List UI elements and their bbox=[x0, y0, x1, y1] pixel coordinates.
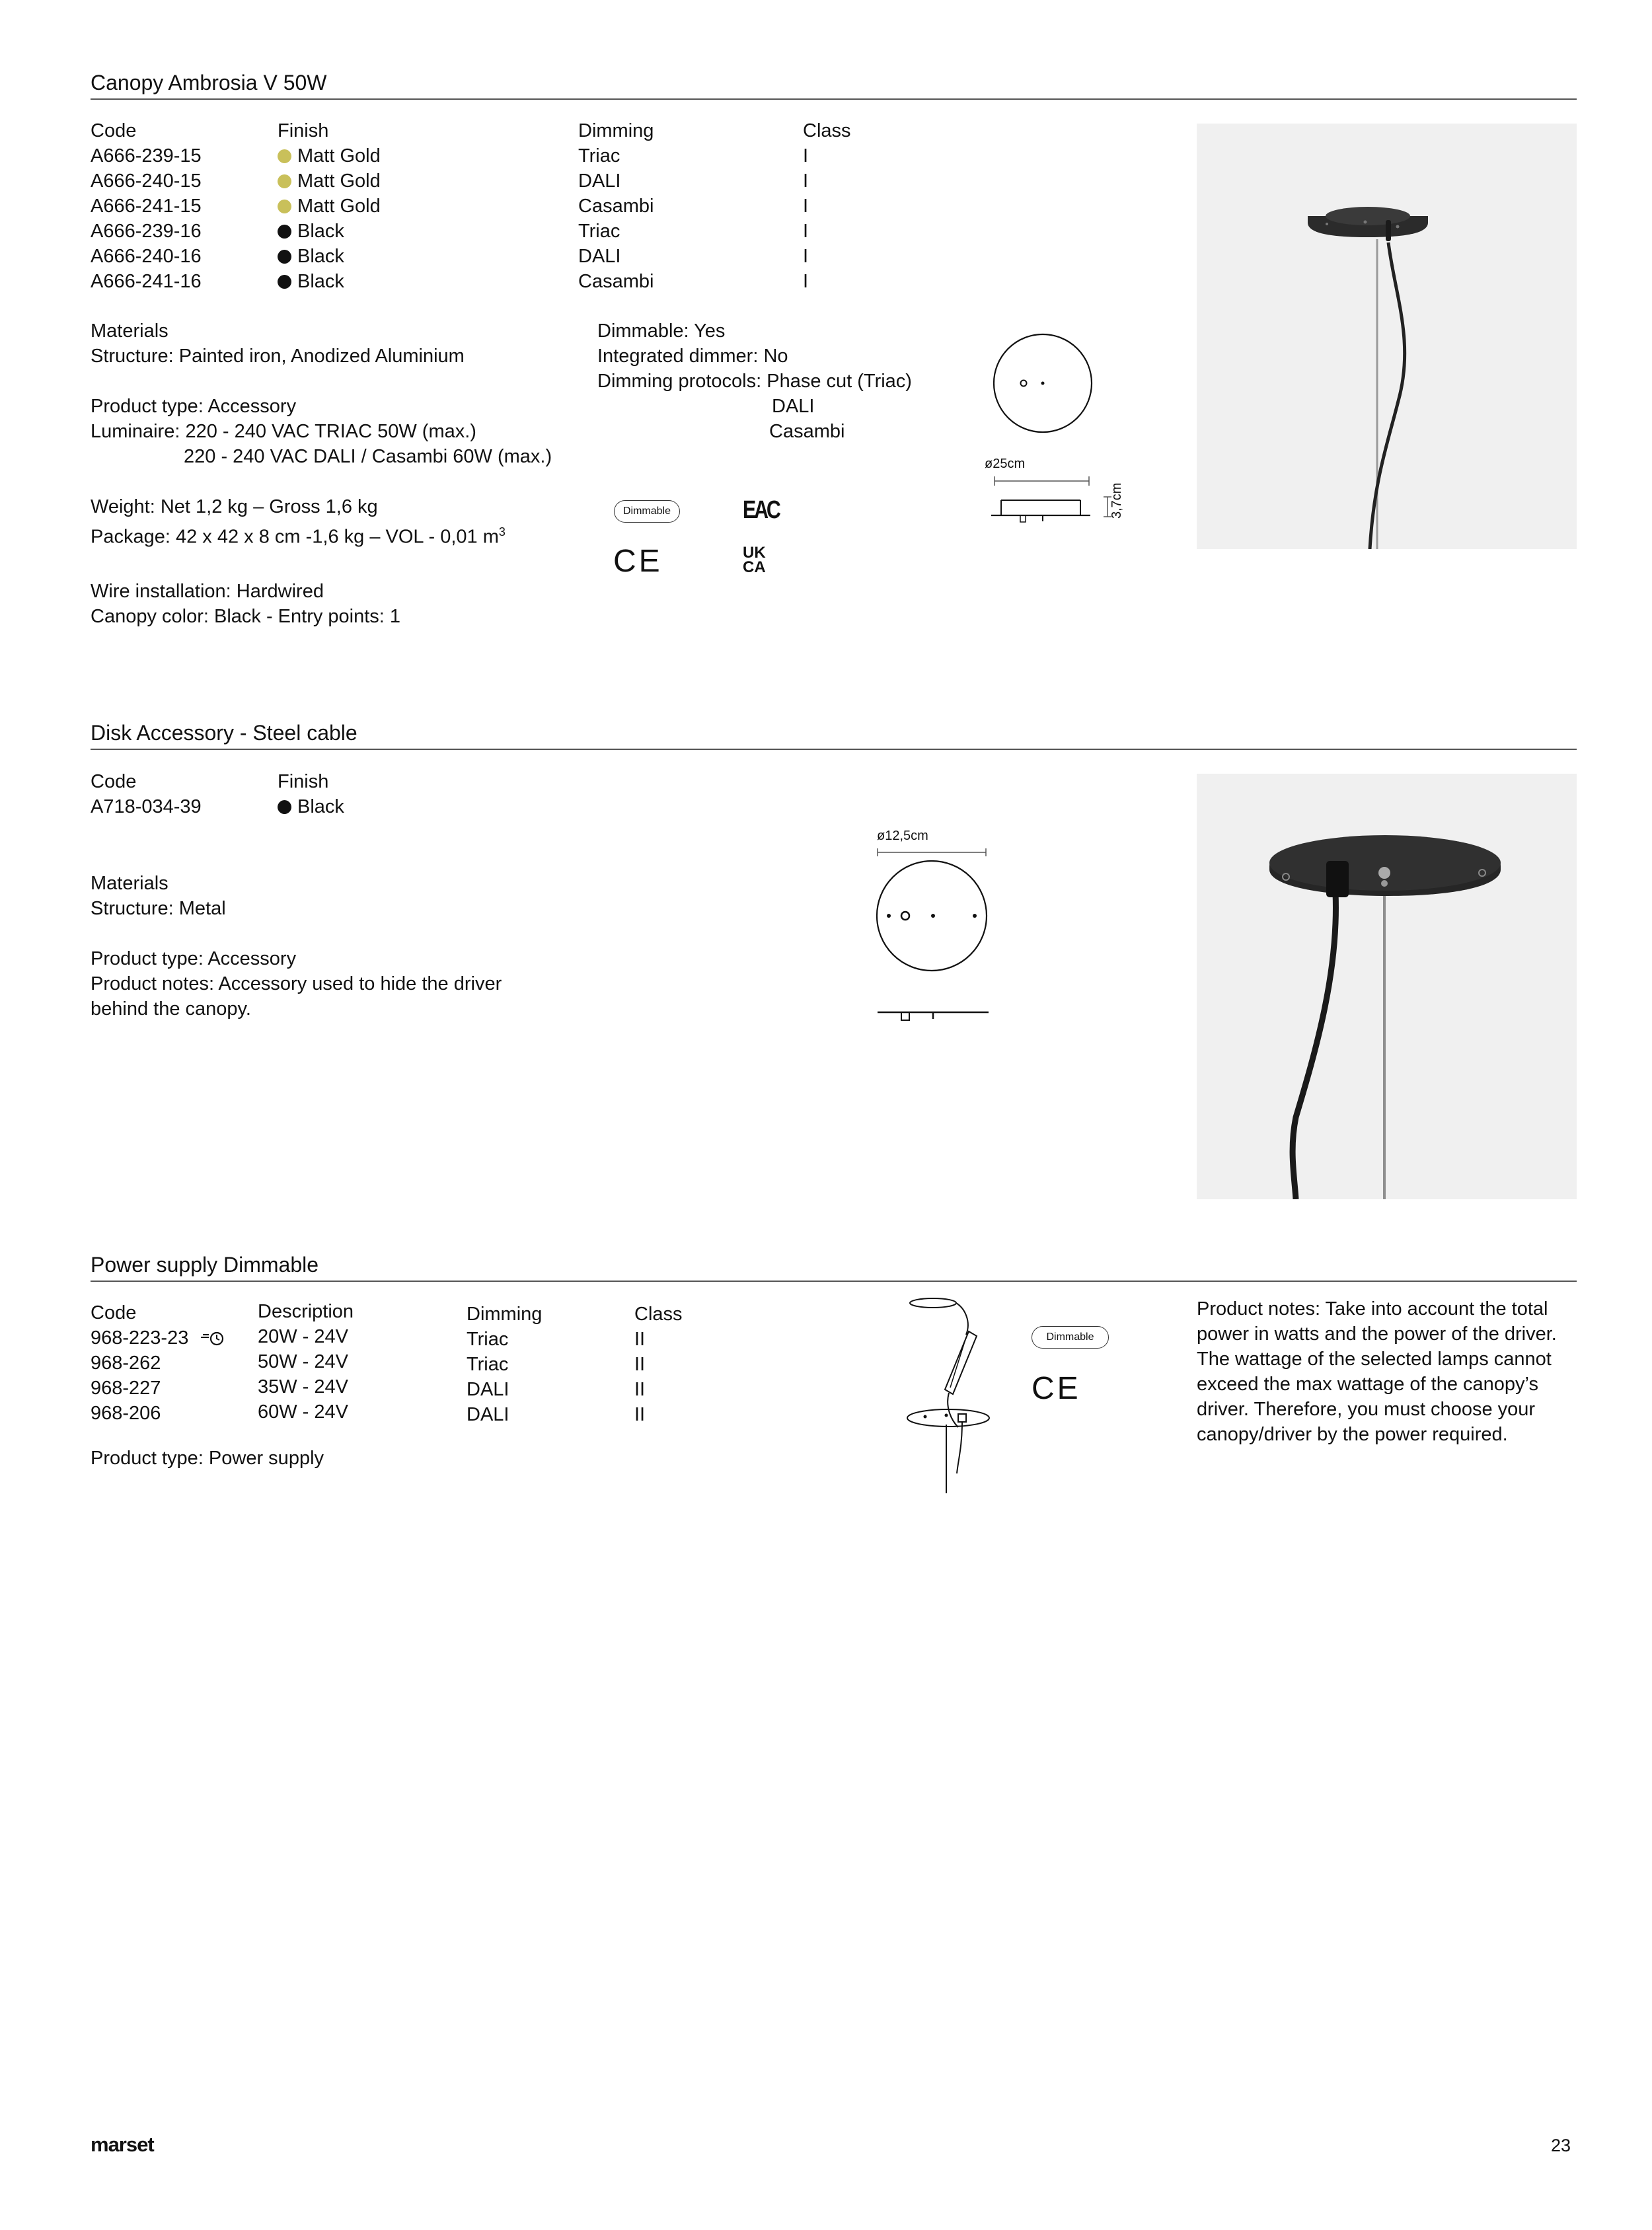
power-notes-line: The wattage of the selected lamps cannot bbox=[1197, 1349, 1552, 1370]
canopy-luminaire-2: 220 - 240 VAC DALI / Casambi 60W (max.) bbox=[184, 446, 552, 467]
power-cell-description: 60W - 24V bbox=[258, 1401, 348, 1423]
disk-technical-drawing bbox=[872, 846, 991, 1037]
table-cell-code: A666-240-15 bbox=[91, 170, 202, 192]
table-cell-finish: Matt Gold bbox=[278, 143, 381, 168]
power-notes-line: power in watts and the power of the driver. bbox=[1197, 1323, 1557, 1345]
power-code-column bbox=[91, 1300, 225, 1426]
power-description-column bbox=[258, 1299, 354, 1425]
power-cell-code: 968-227 bbox=[91, 1378, 161, 1399]
table-cell-class: I bbox=[803, 271, 809, 292]
canopy-materials-label: Materials bbox=[91, 320, 169, 342]
canopy-luminaire-1: Luminaire: 220 - 240 VAC TRIAC 50W (max.) bbox=[91, 421, 476, 442]
table-cell-dimming: Triac bbox=[578, 145, 620, 167]
header-finish: Finish bbox=[278, 120, 329, 141]
canopy-height-label: 3,7cm bbox=[1109, 482, 1124, 519]
power-cell-code: 968-206 bbox=[91, 1403, 161, 1424]
finish-swatch-gold bbox=[278, 200, 291, 213]
finish-swatch-gold bbox=[278, 174, 291, 188]
canopy-dimmable: Dimmable: Yes bbox=[597, 320, 726, 342]
finish-swatch-gold bbox=[278, 149, 291, 163]
canopy-dimming-column bbox=[578, 118, 654, 294]
disk-notes-2: behind the canopy. bbox=[91, 998, 251, 1020]
canopy-code-column bbox=[91, 118, 202, 294]
disk-product-type: Product type: Accessory bbox=[91, 948, 297, 969]
table-cell-dimming: Triac bbox=[578, 221, 620, 242]
canopy-technical-drawing bbox=[978, 324, 1156, 529]
power-cell-dimming: Triac bbox=[467, 1329, 509, 1350]
canopy-title-rule bbox=[91, 98, 1577, 100]
eac-mark-icon: EAC bbox=[743, 496, 779, 524]
canopy-product-type: Product type: Accessory bbox=[91, 396, 297, 417]
canopy-integrated-dimmer: Integrated dimmer: No bbox=[597, 346, 788, 367]
canopy-color: Canopy color: Black - Entry points: 1 bbox=[91, 606, 401, 627]
power-notes-line: Product notes: Take into account the total bbox=[1197, 1298, 1548, 1319]
power-notes-line: canopy/driver by the power required. bbox=[1197, 1424, 1508, 1445]
power-header-code: Code bbox=[91, 1302, 137, 1323]
power-cell-dimming: DALI bbox=[467, 1404, 509, 1425]
table-cell-code: A666-239-16 bbox=[91, 221, 202, 242]
power-cell-code: 968-223-23 bbox=[91, 1325, 225, 1351]
disk-cell-code: A718-034-39 bbox=[91, 796, 202, 817]
table-cell-class: I bbox=[803, 221, 809, 242]
brand-logo: marset bbox=[91, 2133, 154, 2156]
power-cell-code: 968-262 bbox=[91, 1353, 161, 1374]
header-dimming: Dimming bbox=[578, 120, 654, 141]
power-cell-dimming: Triac bbox=[467, 1354, 509, 1375]
power-section-title: Power supply Dimmable bbox=[91, 1253, 319, 1277]
table-cell-class: I bbox=[803, 196, 809, 217]
disk-product-photo bbox=[1197, 774, 1577, 1199]
canopy-section-title: Canopy Ambrosia V 50W bbox=[91, 71, 327, 94]
page-number: 23 bbox=[1551, 2136, 1571, 2155]
power-product-notes bbox=[1197, 1296, 1557, 1447]
table-cell-dimming: DALI bbox=[578, 246, 621, 267]
power-title-rule bbox=[91, 1281, 1577, 1282]
power-cell-class: II bbox=[634, 1379, 646, 1400]
power-cell-class: II bbox=[634, 1329, 646, 1350]
table-cell-code: A666-240-16 bbox=[91, 246, 202, 267]
power-cell-class: II bbox=[634, 1354, 646, 1375]
table-cell-code: A666-239-15 bbox=[91, 145, 202, 167]
table-cell-class: I bbox=[803, 246, 809, 267]
disk-header-finish: Finish bbox=[278, 771, 329, 792]
disk-header-code: Code bbox=[91, 771, 137, 792]
finish-swatch-black bbox=[278, 275, 291, 289]
table-cell-code: A666-241-15 bbox=[91, 196, 202, 217]
table-cell-finish: Black bbox=[278, 269, 381, 294]
table-cell-class: I bbox=[803, 145, 809, 167]
disk-notes-1: Product notes: Accessory used to hide the driver bbox=[91, 973, 502, 994]
power-cell-dimming: DALI bbox=[467, 1379, 509, 1400]
disk-section-title: Disk Accessory - Steel cable bbox=[91, 721, 357, 745]
finish-swatch-black bbox=[278, 800, 291, 814]
power-header-class: Class bbox=[634, 1304, 683, 1325]
canopy-structure: Structure: Painted iron, Anodized Aluminium bbox=[91, 346, 465, 367]
power-dimming-column bbox=[467, 1302, 542, 1427]
disk-cell-finish: Black bbox=[278, 794, 344, 819]
power-cell-description: 35W - 24V bbox=[258, 1376, 348, 1397]
canopy-protocol-dali: DALI bbox=[772, 396, 815, 417]
power-supply-drawing bbox=[899, 1295, 998, 1500]
power-product-type: Product type: Power supply bbox=[91, 1448, 324, 1469]
power-notes-line: driver. Therefore, you must choose your bbox=[1197, 1399, 1536, 1420]
table-cell-class: I bbox=[803, 170, 809, 192]
dimmable-badge: Dimmable bbox=[614, 500, 680, 523]
power-dimmable-badge: Dimmable bbox=[1032, 1326, 1109, 1349]
power-header-dimming: Dimming bbox=[467, 1304, 543, 1325]
disk-title-rule bbox=[91, 749, 1577, 750]
power-cell-description: 20W - 24V bbox=[258, 1326, 348, 1347]
ukca-mark-icon: UK CA bbox=[743, 544, 766, 576]
canopy-finish-column bbox=[278, 118, 381, 294]
power-cell-description: 50W - 24V bbox=[258, 1351, 348, 1372]
canopy-weight: Weight: Net 1,2 kg – Gross 1,6 kg bbox=[91, 496, 378, 517]
canopy-wire: Wire installation: Hardwired bbox=[91, 581, 324, 602]
canopy-dimming-protocols: Dimming protocols: Phase cut (Triac) bbox=[597, 371, 912, 392]
table-cell-finish: Black bbox=[278, 244, 381, 269]
timer-icon bbox=[199, 1331, 225, 1347]
canopy-diameter-label: ø25cm bbox=[985, 457, 1026, 471]
table-cell-dimming: Casambi bbox=[578, 271, 654, 292]
table-cell-dimming: Casambi bbox=[578, 196, 654, 217]
table-cell-finish: Black bbox=[278, 219, 381, 244]
header-code: Code bbox=[91, 120, 137, 141]
table-cell-code: A666-241-16 bbox=[91, 271, 202, 292]
power-ce-mark-icon: CE bbox=[1032, 1371, 1081, 1406]
canopy-class-column bbox=[803, 118, 851, 294]
disk-diameter-label: ø12,5cm bbox=[877, 829, 928, 843]
power-notes-line: exceed the max wattage of the canopy’s bbox=[1197, 1374, 1538, 1395]
power-cell-class: II bbox=[634, 1404, 646, 1425]
power-class-column bbox=[634, 1302, 683, 1427]
finish-swatch-black bbox=[278, 225, 291, 239]
finish-swatch-black bbox=[278, 250, 291, 264]
table-cell-dimming: DALI bbox=[578, 170, 621, 192]
disk-materials-label: Materials bbox=[91, 873, 169, 894]
power-header-description: Description bbox=[258, 1301, 354, 1322]
header-class: Class bbox=[803, 120, 851, 141]
canopy-protocol-casambi: Casambi bbox=[769, 421, 845, 442]
canopy-product-photo bbox=[1197, 124, 1577, 549]
ce-mark-icon: CE bbox=[613, 544, 663, 579]
table-cell-finish: Matt Gold bbox=[278, 168, 381, 194]
disk-structure: Structure: Metal bbox=[91, 898, 226, 919]
table-cell-finish: Matt Gold bbox=[278, 194, 381, 219]
canopy-package: Package: 42 x 42 x 8 cm -1,6 kg – VOL - 0,01 $m^3$ bbox=[91, 525, 506, 548]
